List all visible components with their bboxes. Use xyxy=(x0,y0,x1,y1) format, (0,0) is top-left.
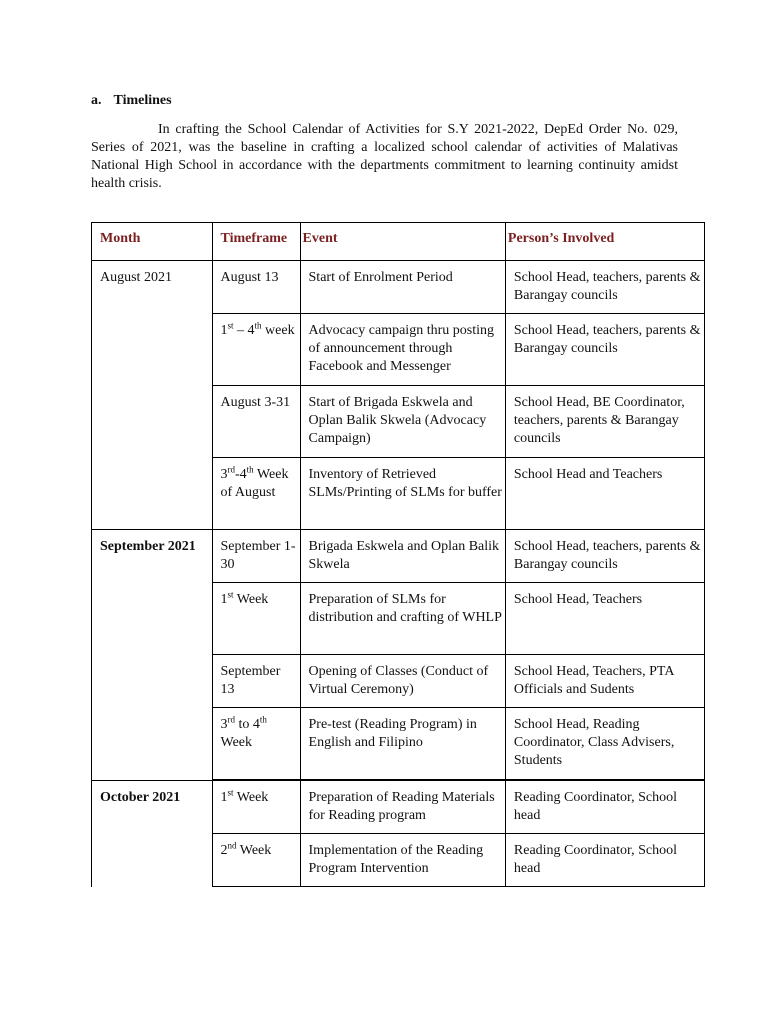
persons-cell: School Head, BE Coordinator, teachers, parents & Barangay councils xyxy=(505,386,704,458)
table-header-row xyxy=(92,223,705,261)
header-persons: Person’s Involved xyxy=(505,223,704,261)
persons-cell: School Head, Reading Coordinator, Class Advisers, Students xyxy=(505,708,704,781)
table-row xyxy=(92,780,705,834)
persons-cell: Reading Coordinator, School head xyxy=(505,780,704,834)
persons-cell: School Head and Teachers xyxy=(505,458,704,530)
table-row xyxy=(92,261,705,314)
persons-cell: School Head, teachers, parents & Barangay councils xyxy=(505,261,704,314)
timeframe-cell: September 13 xyxy=(212,655,300,708)
event-cell: Inventory of Retrieved SLMs/Printing of SLMs for buffer xyxy=(300,458,505,530)
timeframe-cell: September 1-30 xyxy=(212,530,300,583)
event-cell: Opening of Classes (Conduct of Virtual Ceremony) xyxy=(300,655,505,708)
table-row xyxy=(92,530,705,583)
persons-cell: School Head, teachers, parents & Barangay councils xyxy=(505,530,704,583)
event-cell: Brigada Eskwela and Oplan Balik Skwela xyxy=(300,530,505,583)
timeframe-cell: 3rd-4th Week of August xyxy=(212,458,300,530)
persons-cell: School Head, Teachers, PTA Officials and Sudents xyxy=(505,655,704,708)
month-cell: September 2021 xyxy=(92,530,213,781)
month-cell: August 2021 xyxy=(92,261,213,530)
persons-cell: School Head, teachers, parents & Barangay councils xyxy=(505,314,704,386)
section-heading xyxy=(91,93,172,109)
month-cell: October 2021 xyxy=(92,780,213,887)
timeframe-cell: August 13 xyxy=(212,261,300,314)
timeframe-cell: 1st – 4th week xyxy=(212,314,300,386)
calendar-table xyxy=(91,222,705,887)
persons-cell: School Head, Teachers xyxy=(505,583,704,655)
timeframe-cell: 1st Week xyxy=(212,583,300,655)
section-letter: a. xyxy=(91,93,102,108)
event-cell: Pre-test (Reading Program) in English and Filipino xyxy=(300,708,505,781)
event-cell: Advocacy campaign thru posting of announcement through Facebook and Messenger xyxy=(300,314,505,386)
event-cell: Preparation of SLMs for distribution and crafting of WHLP xyxy=(300,583,505,655)
header-month: Month xyxy=(92,223,213,261)
timeframe-cell: 1st Week xyxy=(212,780,300,834)
timeframe-cell: 3rd to 4th Week xyxy=(212,708,300,781)
event-cell: Implementation of the Reading Program Intervention xyxy=(300,834,505,887)
header-timeframe: Timeframe xyxy=(212,223,300,261)
event-cell: Preparation of Reading Materials for Reading program xyxy=(300,780,505,834)
header-event: Event xyxy=(300,223,505,261)
timeframe-cell: 2nd Week xyxy=(212,834,300,887)
persons-cell: Reading Coordinator, School head xyxy=(505,834,704,887)
section-title: Timelines xyxy=(113,93,172,108)
event-cell: Start of Enrolment Period xyxy=(300,261,505,314)
timeframe-cell: August 3-31 xyxy=(212,386,300,458)
event-cell: Start of Brigada Eskwela and Oplan Balik Skwela (Advocacy Campaign) xyxy=(300,386,505,458)
intro-paragraph: In crafting the School Calendar of Activities for S.Y 2021-2022, DepEd Order No. 029, Series of 2021, was the baseline in crafting a localized school calendar of activities of Malativas National High School in accordance with the departments commitment to learning continuity amidst health crisis. xyxy=(91,122,678,191)
